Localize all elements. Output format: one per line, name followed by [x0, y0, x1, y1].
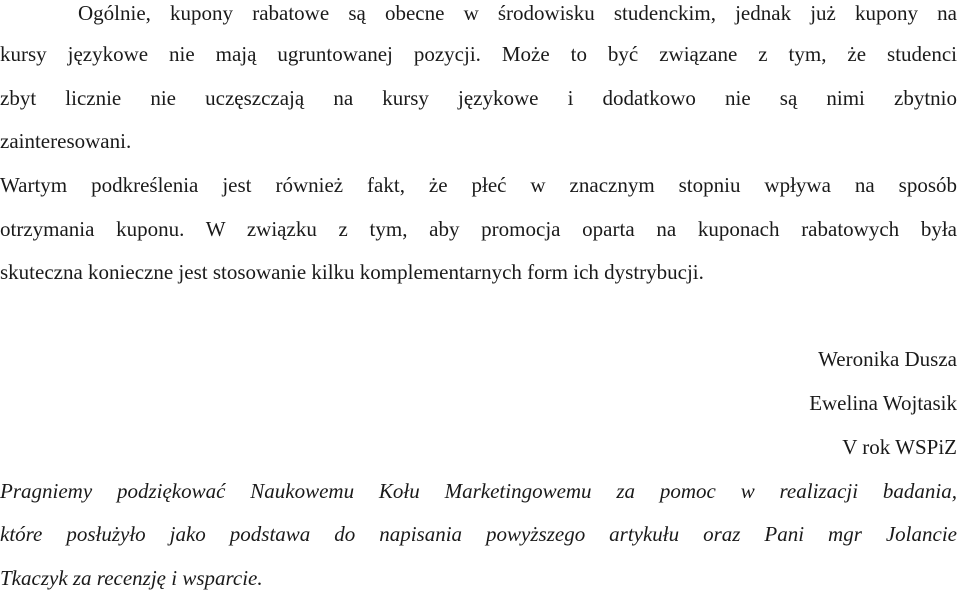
paragraph-1-line-2: kursy językowe nie mają ugruntowanej pozycji. Może to być związane z tym, że studenci — [0, 42, 957, 66]
paragraph-2-line-3: skuteczna konieczne jest stosowanie kilku komplementarnych form ich dystrybucji. — [0, 260, 704, 284]
paragraph-1-line-3: zbyt licznie nie uczęszczają na kursy językowe i dodatkowo nie są nimi zbytnio — [0, 86, 957, 110]
acknowledgement-line-2: które posłużyło jako podstawa do napisania powyższego artykułu oraz Pani mgr Jolancie — [0, 522, 957, 546]
paragraph-2-line-1: Wartym podkreślenia jest również fakt, że płeć w znacznym stopniu wpływa na sposób — [0, 173, 957, 197]
acknowledgement-line-1: Pragniemy podziękować Naukowemu Kołu Marketingowemu za pomoc w realizacji badania, — [0, 479, 957, 503]
acknowledgement-line-3: Tkaczyk za recenzję i wsparcie. — [0, 566, 263, 590]
paragraph-2-line-2: otrzymania kuponu. W związku z tym, aby promocja oparta na kuponach rabatowych była — [0, 217, 957, 241]
author-name-2: Ewelina Wojtasik — [809, 391, 957, 415]
paragraph-1-line-1: Ogólnie, kupony rabatowe są obecne w środowisku studenckim, jednak już kupony na — [78, 1, 957, 25]
paragraph-1-line-4: zainteresowani. — [0, 129, 132, 153]
author-affiliation: V rok WSPiZ — [842, 435, 957, 459]
author-name-1: Weronika Dusza — [818, 347, 957, 371]
